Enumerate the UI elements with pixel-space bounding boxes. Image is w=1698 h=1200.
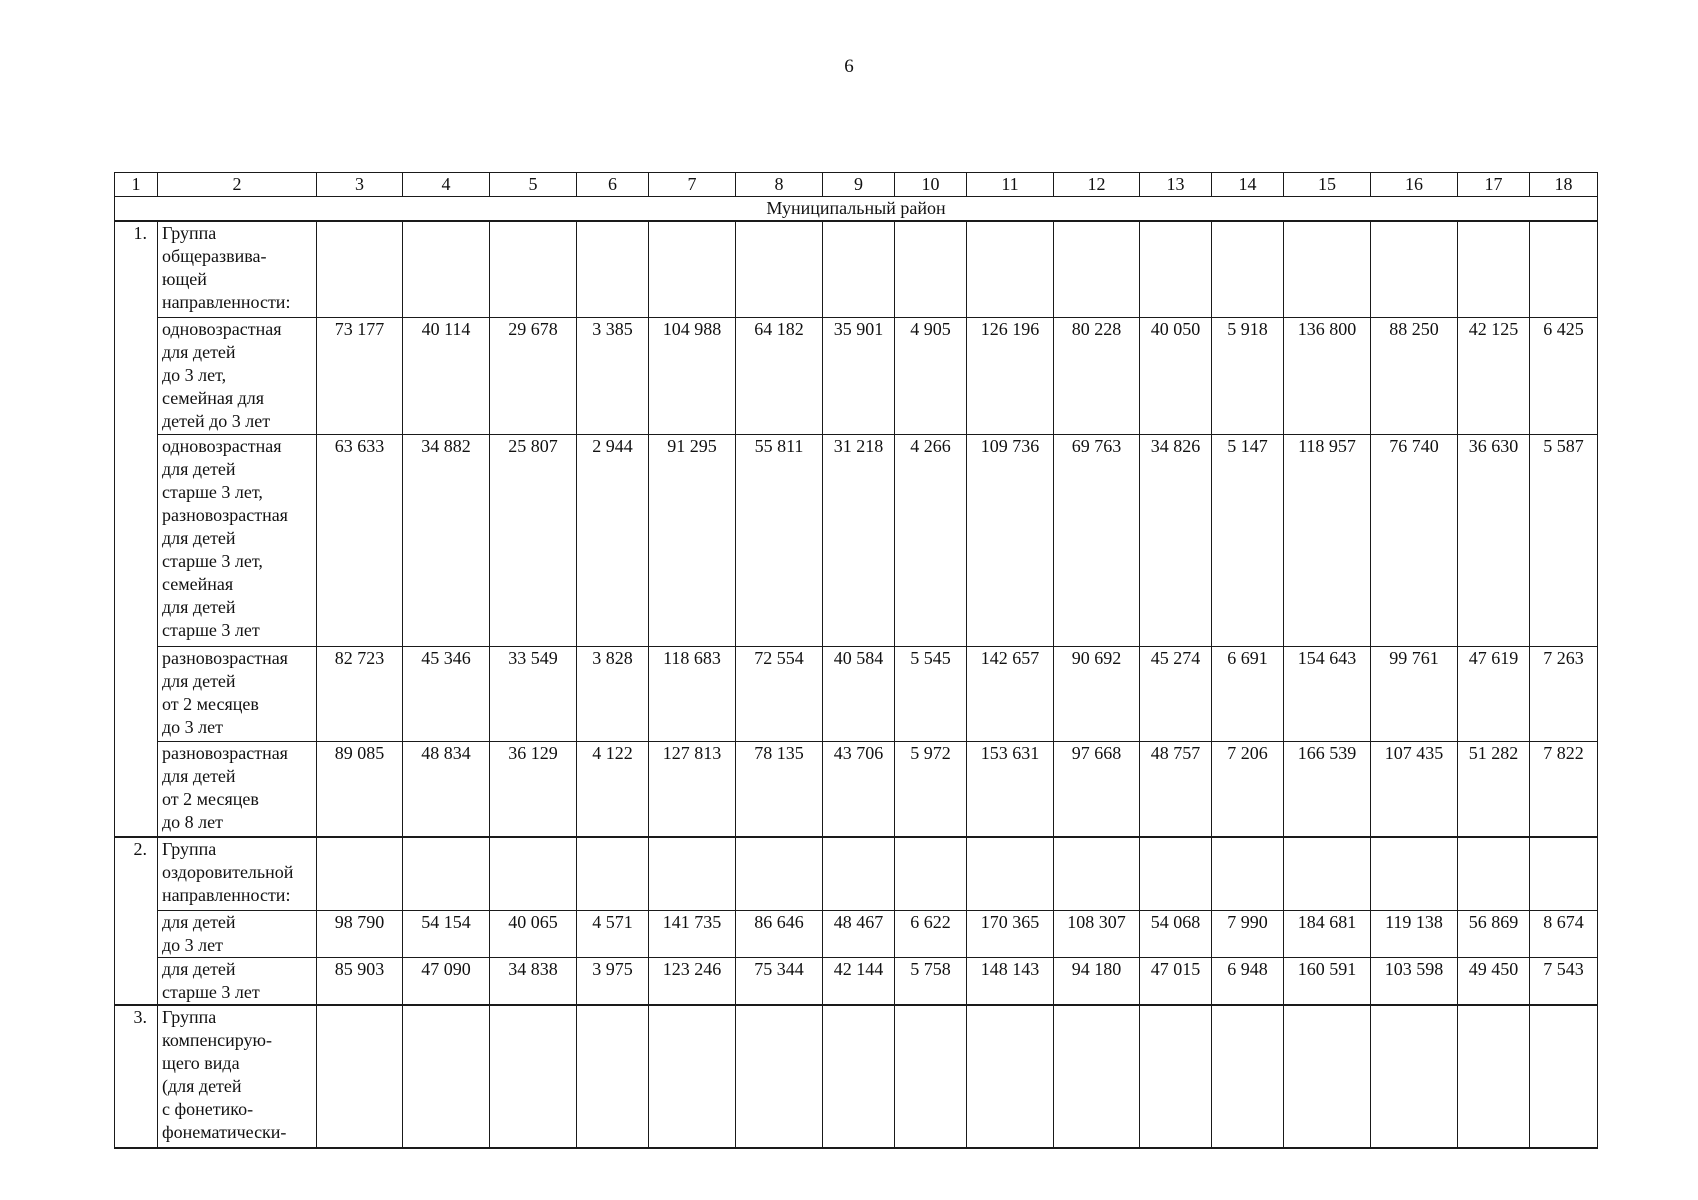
column-number-9: 9 xyxy=(823,173,895,197)
page-number: 6 xyxy=(844,56,854,77)
cell-col-12 xyxy=(1054,837,1140,910)
cell-col-17: 42 125 xyxy=(1458,317,1530,434)
cell-col-14 xyxy=(1212,837,1284,910)
cell-col-3: 82 723 xyxy=(317,646,403,741)
cell-col-14: 7 990 xyxy=(1212,910,1284,957)
cell-col-11: 142 657 xyxy=(967,646,1054,741)
cell-col-18: 7 263 xyxy=(1530,646,1598,741)
cell-col-10: 4 266 xyxy=(895,434,967,646)
row-index xyxy=(115,317,158,434)
row-index xyxy=(115,741,158,837)
cell-col-7 xyxy=(649,1005,736,1148)
cell-col-4 xyxy=(403,221,490,317)
cell-col-8 xyxy=(736,221,823,317)
row-index xyxy=(115,957,158,1005)
cell-col-10: 5 758 xyxy=(895,957,967,1005)
column-number-row xyxy=(115,173,1598,197)
column-number-11: 11 xyxy=(967,173,1054,197)
column-number-4: 4 xyxy=(403,173,490,197)
cell-col-7: 141 735 xyxy=(649,910,736,957)
cell-col-3 xyxy=(317,837,403,910)
cell-col-7 xyxy=(649,837,736,910)
cell-col-12: 80 228 xyxy=(1054,317,1140,434)
cell-col-6: 3 828 xyxy=(577,646,649,741)
table-row xyxy=(115,221,1598,317)
section-title: Муниципальный район xyxy=(115,197,1598,222)
cell-col-8: 78 135 xyxy=(736,741,823,837)
cell-col-4: 34 882 xyxy=(403,434,490,646)
row-index xyxy=(115,434,158,646)
cell-col-11: 109 736 xyxy=(967,434,1054,646)
row-label: для детей старше 3 лет xyxy=(158,957,317,1005)
cell-col-16: 76 740 xyxy=(1371,434,1458,646)
data-table xyxy=(114,172,1598,1149)
cell-col-7: 104 988 xyxy=(649,317,736,434)
cell-col-6: 3 385 xyxy=(577,317,649,434)
cell-col-16: 88 250 xyxy=(1371,317,1458,434)
cell-col-18: 8 674 xyxy=(1530,910,1598,957)
row-label: одновозрастная для детей до 3 лет, семейная для детей до 3 лет xyxy=(158,317,317,434)
cell-col-14 xyxy=(1212,1005,1284,1148)
cell-col-11: 153 631 xyxy=(967,741,1054,837)
cell-col-7 xyxy=(649,221,736,317)
cell-col-5 xyxy=(490,221,577,317)
cell-col-18: 6 425 xyxy=(1530,317,1598,434)
cell-col-8 xyxy=(736,837,823,910)
row-label: Группа оздоровительной направленности: xyxy=(158,837,317,910)
cell-col-13: 48 757 xyxy=(1140,741,1212,837)
cell-col-3: 63 633 xyxy=(317,434,403,646)
cell-col-6 xyxy=(577,221,649,317)
cell-col-4: 48 834 xyxy=(403,741,490,837)
cell-col-17 xyxy=(1458,1005,1530,1148)
cell-col-6: 4 571 xyxy=(577,910,649,957)
row-label: Группа компенсирую- щего вида (для детей с фонетико- фонематически- xyxy=(158,1005,317,1148)
cell-col-18: 5 587 xyxy=(1530,434,1598,646)
cell-col-5 xyxy=(490,1005,577,1148)
cell-col-14: 7 206 xyxy=(1212,741,1284,837)
cell-col-9: 43 706 xyxy=(823,741,895,837)
cell-col-7: 123 246 xyxy=(649,957,736,1005)
cell-col-6: 2 944 xyxy=(577,434,649,646)
cell-col-5: 33 549 xyxy=(490,646,577,741)
cell-col-10 xyxy=(895,837,967,910)
cell-col-8: 75 344 xyxy=(736,957,823,1005)
cell-col-9 xyxy=(823,221,895,317)
table-row xyxy=(115,957,1598,1005)
cell-col-5: 29 678 xyxy=(490,317,577,434)
cell-col-16 xyxy=(1371,837,1458,910)
section-row xyxy=(115,197,1598,222)
column-number-5: 5 xyxy=(490,173,577,197)
cell-col-17 xyxy=(1458,837,1530,910)
cell-col-13: 34 826 xyxy=(1140,434,1212,646)
cell-col-13 xyxy=(1140,221,1212,317)
cell-col-8: 55 811 xyxy=(736,434,823,646)
cell-col-4 xyxy=(403,1005,490,1148)
cell-col-17: 56 869 xyxy=(1458,910,1530,957)
row-label: разновозрастная для детей от 2 месяцев до 3 лет xyxy=(158,646,317,741)
cell-col-15 xyxy=(1284,837,1371,910)
cell-col-12: 69 763 xyxy=(1054,434,1140,646)
row-index xyxy=(115,646,158,741)
cell-col-15: 118 957 xyxy=(1284,434,1371,646)
cell-col-18 xyxy=(1530,837,1598,910)
table-row xyxy=(115,317,1598,434)
cell-col-7: 127 813 xyxy=(649,741,736,837)
column-number-18: 18 xyxy=(1530,173,1598,197)
row-index: 3. xyxy=(115,1005,158,1148)
cell-col-18 xyxy=(1530,1005,1598,1148)
cell-col-10: 5 545 xyxy=(895,646,967,741)
cell-col-7: 118 683 xyxy=(649,646,736,741)
cell-col-18: 7 543 xyxy=(1530,957,1598,1005)
cell-col-4: 54 154 xyxy=(403,910,490,957)
cell-col-13 xyxy=(1140,1005,1212,1148)
column-number-14: 14 xyxy=(1212,173,1284,197)
cell-col-15 xyxy=(1284,221,1371,317)
cell-col-9: 42 144 xyxy=(823,957,895,1005)
cell-col-14: 6 948 xyxy=(1212,957,1284,1005)
cell-col-4 xyxy=(403,837,490,910)
row-label: для детей до 3 лет xyxy=(158,910,317,957)
cell-col-13: 45 274 xyxy=(1140,646,1212,741)
cell-col-9: 35 901 xyxy=(823,317,895,434)
cell-col-5: 34 838 xyxy=(490,957,577,1005)
cell-col-8: 72 554 xyxy=(736,646,823,741)
row-index: 2. xyxy=(115,837,158,910)
column-number-15: 15 xyxy=(1284,173,1371,197)
cell-col-10 xyxy=(895,221,967,317)
cell-col-3: 89 085 xyxy=(317,741,403,837)
column-number-8: 8 xyxy=(736,173,823,197)
cell-col-15 xyxy=(1284,1005,1371,1148)
cell-col-13: 40 050 xyxy=(1140,317,1212,434)
cell-col-5 xyxy=(490,837,577,910)
cell-col-3: 73 177 xyxy=(317,317,403,434)
cell-col-9: 48 467 xyxy=(823,910,895,957)
cell-col-7: 91 295 xyxy=(649,434,736,646)
cell-col-11: 126 196 xyxy=(967,317,1054,434)
cell-col-16: 99 761 xyxy=(1371,646,1458,741)
column-number-17: 17 xyxy=(1458,173,1530,197)
table-row xyxy=(115,646,1598,741)
cell-col-13 xyxy=(1140,837,1212,910)
cell-col-17: 51 282 xyxy=(1458,741,1530,837)
column-number-7: 7 xyxy=(649,173,736,197)
cell-col-9 xyxy=(823,1005,895,1148)
cell-col-3 xyxy=(317,1005,403,1148)
cell-col-17: 36 630 xyxy=(1458,434,1530,646)
cell-col-14: 5 918 xyxy=(1212,317,1284,434)
cell-col-12: 108 307 xyxy=(1054,910,1140,957)
cell-col-6 xyxy=(577,837,649,910)
cell-col-6: 4 122 xyxy=(577,741,649,837)
cell-col-4: 47 090 xyxy=(403,957,490,1005)
table-row xyxy=(115,837,1598,910)
cell-col-4: 40 114 xyxy=(403,317,490,434)
cell-col-14: 6 691 xyxy=(1212,646,1284,741)
cell-col-17: 49 450 xyxy=(1458,957,1530,1005)
cell-col-12 xyxy=(1054,221,1140,317)
cell-col-3: 98 790 xyxy=(317,910,403,957)
cell-col-12: 94 180 xyxy=(1054,957,1140,1005)
cell-col-13: 47 015 xyxy=(1140,957,1212,1005)
cell-col-3 xyxy=(317,221,403,317)
cell-col-10: 6 622 xyxy=(895,910,967,957)
cell-col-18 xyxy=(1530,221,1598,317)
table-row xyxy=(115,434,1598,646)
row-label: Группа общеразвива- ющей направленности: xyxy=(158,221,317,317)
cell-col-16: 103 598 xyxy=(1371,957,1458,1005)
cell-col-16: 107 435 xyxy=(1371,741,1458,837)
cell-col-8: 64 182 xyxy=(736,317,823,434)
cell-col-11: 148 143 xyxy=(967,957,1054,1005)
cell-col-4: 45 346 xyxy=(403,646,490,741)
column-number-12: 12 xyxy=(1054,173,1140,197)
cell-col-3: 85 903 xyxy=(317,957,403,1005)
cell-col-13: 54 068 xyxy=(1140,910,1212,957)
cell-col-15: 136 800 xyxy=(1284,317,1371,434)
table-body xyxy=(115,173,1598,1149)
column-number-6: 6 xyxy=(577,173,649,197)
column-number-3: 3 xyxy=(317,173,403,197)
cell-col-17: 47 619 xyxy=(1458,646,1530,741)
column-number-1: 1 xyxy=(115,173,158,197)
cell-col-5: 25 807 xyxy=(490,434,577,646)
row-label: одновозрастная для детей старше 3 лет, разновозрастная для детей старше 3 лет, семейная для детей старше 3 лет xyxy=(158,434,317,646)
cell-col-12: 90 692 xyxy=(1054,646,1140,741)
cell-col-12: 97 668 xyxy=(1054,741,1140,837)
cell-col-8 xyxy=(736,1005,823,1148)
cell-col-11 xyxy=(967,1005,1054,1148)
row-label: разновозрастная для детей от 2 месяцев до 8 лет xyxy=(158,741,317,837)
column-number-16: 16 xyxy=(1371,173,1458,197)
row-index: 1. xyxy=(115,221,158,317)
cell-col-14 xyxy=(1212,221,1284,317)
cell-col-5: 36 129 xyxy=(490,741,577,837)
cell-col-12 xyxy=(1054,1005,1140,1148)
cell-col-16 xyxy=(1371,221,1458,317)
column-number-2: 2 xyxy=(158,173,317,197)
cell-col-8: 86 646 xyxy=(736,910,823,957)
cell-col-16: 119 138 xyxy=(1371,910,1458,957)
cell-col-18: 7 822 xyxy=(1530,741,1598,837)
cell-col-15: 154 643 xyxy=(1284,646,1371,741)
table-row xyxy=(115,1005,1598,1148)
cell-col-10 xyxy=(895,1005,967,1148)
cell-col-11 xyxy=(967,221,1054,317)
cell-col-6: 3 975 xyxy=(577,957,649,1005)
cell-col-9: 31 218 xyxy=(823,434,895,646)
cell-col-9: 40 584 xyxy=(823,646,895,741)
cell-col-15: 166 539 xyxy=(1284,741,1371,837)
cell-col-9 xyxy=(823,837,895,910)
cell-col-5: 40 065 xyxy=(490,910,577,957)
cell-col-11 xyxy=(967,837,1054,910)
cell-col-17 xyxy=(1458,221,1530,317)
cell-col-10: 5 972 xyxy=(895,741,967,837)
column-number-10: 10 xyxy=(895,173,967,197)
table-row xyxy=(115,910,1598,957)
cell-col-15: 184 681 xyxy=(1284,910,1371,957)
row-index xyxy=(115,910,158,957)
cell-col-11: 170 365 xyxy=(967,910,1054,957)
cell-col-10: 4 905 xyxy=(895,317,967,434)
cell-col-14: 5 147 xyxy=(1212,434,1284,646)
table-row xyxy=(115,741,1598,837)
cell-col-6 xyxy=(577,1005,649,1148)
column-number-13: 13 xyxy=(1140,173,1212,197)
cell-col-16 xyxy=(1371,1005,1458,1148)
cell-col-15: 160 591 xyxy=(1284,957,1371,1005)
